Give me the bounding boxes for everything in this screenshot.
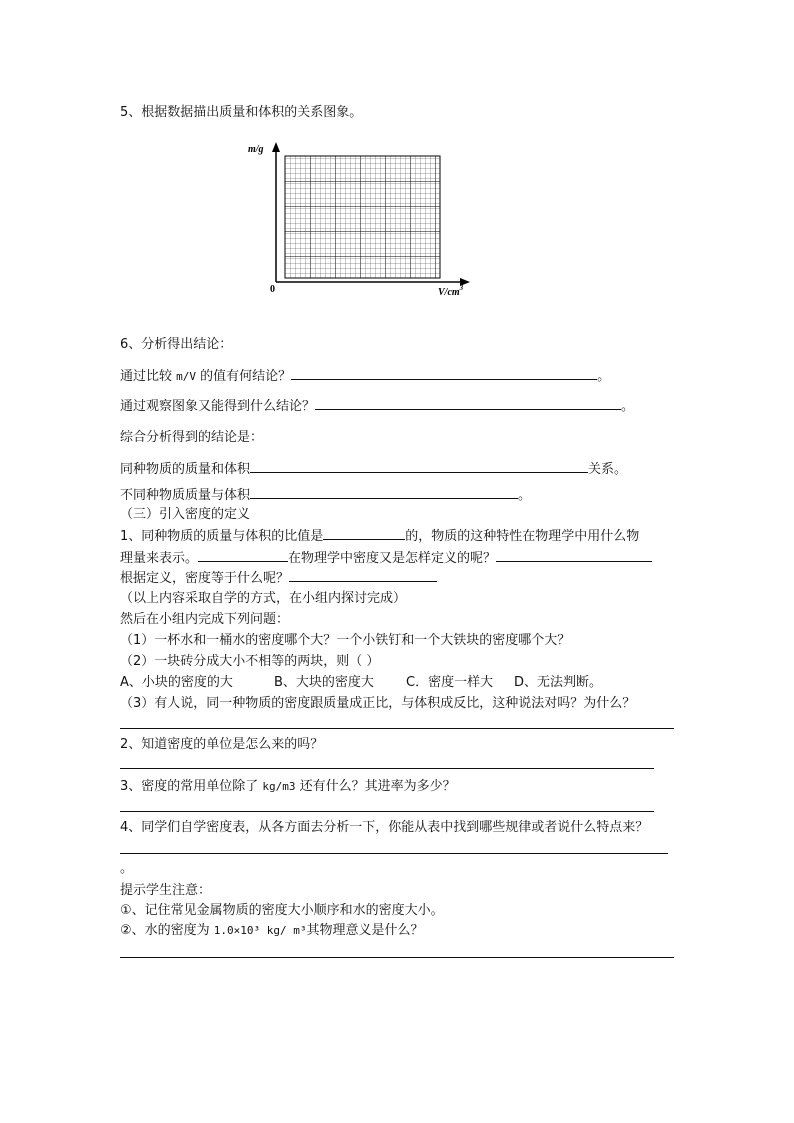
group-task-intro: 然后在小组内完成下列问题： [120,612,290,627]
y-axis-label: m/g [248,144,264,155]
tip-1: ①、记住常见金属物质的密度大小顺序和水的密度大小。 [120,903,444,918]
graph-grid [285,156,440,278]
question-2: （2）一块砖分成大小不相等的两块，则（ ） [120,654,380,669]
different-substance-conclusion: 不同种物质质量与体积 。 [120,488,532,503]
option-b[interactable]: B、大块的密度大 [274,675,374,690]
answer-blank[interactable] [291,367,597,380]
answer-blank[interactable] [250,460,588,473]
conclusion-q1: 通过比较 m/V 的值有何结论？ 。 [120,369,611,384]
self-study-note: （以上内容采取自学的方式，在小组内探讨完成） [120,591,407,606]
question-1: （1）一杯水和一桶水的密度哪个大？一个小铁钉和一个大铁块的密度哪个大？ [120,633,571,648]
definition-p3: 根据定义，密度等于什么呢？ [120,569,437,588]
answer-blank[interactable] [315,397,621,410]
tip-2: ②、水的密度为 1.0×10³ kg/ m³其物理意义是什么？ [120,923,424,938]
extra-question-4: 4、同学们自学密度表，从各方面去分析一下，你能从表中找到哪些规律或者说什么特点来？ [120,820,649,835]
origin-label: 0 [270,284,275,295]
definition-p2: 理量来表示。 在物理学中密度又是怎样定义的呢？ [120,549,652,568]
x-axis-label: $V/cm^3$ [438,284,464,298]
conclusion-q2: 通过观察图象又能得到什么结论？ 。 [120,399,635,414]
answer-line[interactable] [120,853,668,854]
tips-heading: 提示学生注意： [120,883,212,898]
option-c[interactable]: C．密度一样大 [406,675,494,690]
section6-title: 6、分析得出结论： [120,337,233,352]
section5-title: 5、根据数据描出质量和体积的关系图象。 [120,105,363,120]
extra-question-2: 2、知道密度的单位是怎么来的吗？ [120,737,324,752]
answer-blank[interactable] [198,549,288,562]
answer-line[interactable] [120,957,674,958]
question-3: （3）有人说，同一种物质的密度跟质量成正比，与体积成反比，这种说法对吗？为什么？ [120,696,636,711]
summary-label: 综合分析得到的结论是： [120,430,264,445]
answer-blank[interactable] [323,527,405,540]
mass-volume-graph [240,138,480,300]
option-a[interactable]: A、小块的密度的大 [120,675,233,690]
answer-line[interactable] [120,811,654,812]
y-axis-arrow [272,142,280,152]
same-substance-conclusion: 同种物质的质量和体积 关系。 [120,462,628,477]
option-d[interactable]: D、无法判断。 [514,675,603,690]
definition-p1: 1、同种物质的质量与体积的比值是 的，物质的这种特性在物理学中用什么物 [120,529,640,544]
answer-blank[interactable] [250,486,518,499]
answer-blank[interactable] [496,549,652,562]
question-2-options [120,674,602,692]
part3-heading: （三）引入密度的定义 [120,507,251,522]
period-mark: 。 [120,861,134,876]
answer-blank[interactable] [289,569,437,582]
extra-question-3: 3、密度的常用单位除了 kg/m3 还有什么？其进率为多少？ [120,779,456,794]
answer-line[interactable] [120,768,654,769]
answer-line[interactable] [120,728,674,729]
